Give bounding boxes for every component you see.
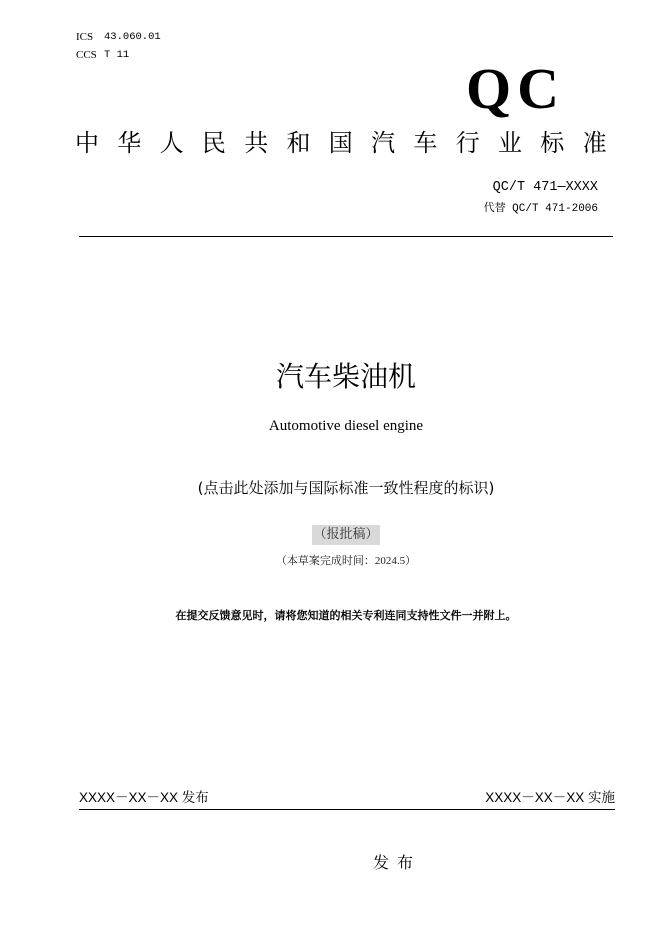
- qc-logo: QC: [466, 56, 565, 121]
- ics-code: 43.060.01: [104, 31, 161, 43]
- header-divider: [79, 236, 613, 237]
- draft-completion-date: （本草案完成时间：2024.5）: [275, 555, 417, 567]
- standard-number: QC/T 471—XXXX: [492, 180, 598, 195]
- replaces-standard: 代替 QC/T 471-2006: [483, 203, 598, 215]
- standard-category-title: 中华人民共和国汽车行业标准: [75, 129, 625, 157]
- patent-notice: 在提交反馈意见时，请将您知道的相关专利连同支持性文件一并附上。: [175, 609, 517, 622]
- document-title-zh: 汽车柴油机: [275, 360, 416, 393]
- ccs-code: T 11: [104, 49, 130, 61]
- ics-label: ICS: [76, 31, 94, 43]
- ccs-label: CCS: [76, 49, 97, 61]
- footer-divider: [79, 809, 615, 810]
- draft-stage-badge: （报批稿）: [312, 525, 379, 545]
- conformity-placeholder-field[interactable]: (点击此处添加与国际标准一致性程度的标识): [197, 479, 495, 497]
- document-title-en: Automotive diesel engine: [268, 418, 424, 434]
- draft-stage-wrapper: [79, 523, 613, 543]
- issue-date: XXXX－XX－XX 发布: [79, 790, 209, 805]
- issuer-label: 发布: [373, 853, 422, 872]
- implementation-date: XXXX－XX－XX 实施: [485, 790, 615, 805]
